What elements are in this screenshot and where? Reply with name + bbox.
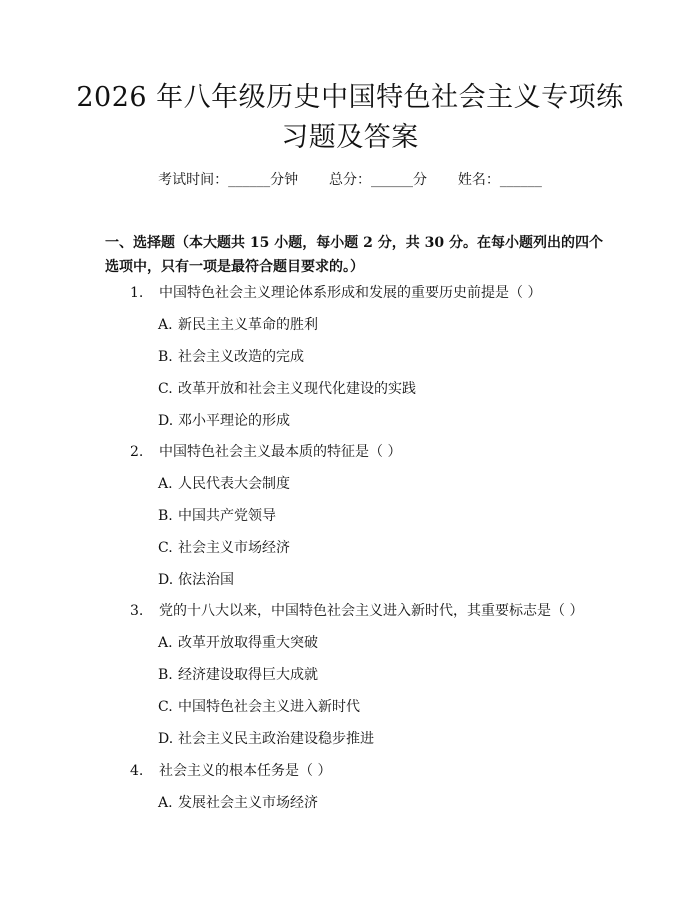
- option-text: 新民主主义革命的胜利: [178, 317, 318, 333]
- option-letter: C.: [158, 699, 173, 715]
- question-number: 3.: [130, 603, 144, 619]
- question-number: 4.: [130, 763, 144, 779]
- option-text: 依法治国: [178, 572, 234, 588]
- question-3-option-d: [158, 728, 374, 748]
- question-number: 2.: [130, 444, 144, 460]
- question-1-option-a: [158, 314, 318, 334]
- question-2-option-b: [158, 505, 276, 525]
- time-label: 考试时间：: [158, 172, 229, 188]
- option-text: 社会主义改造的完成: [178, 349, 304, 365]
- time-blank: ______: [228, 172, 271, 188]
- exam-info-line: [0, 169, 700, 189]
- option-text: 发展社会主义市场经济: [178, 795, 318, 811]
- title-line-1: 2026 年八年级历史中国特色社会主义专项练: [76, 82, 624, 113]
- option-letter: B.: [158, 508, 173, 524]
- option-text: 中国共产党领导: [178, 508, 276, 524]
- score-label: 总分：: [329, 172, 371, 188]
- option-letter: D.: [158, 731, 174, 747]
- question-text: 社会主义的根本任务是（ ）: [159, 763, 332, 779]
- document-title: [60, 78, 640, 158]
- option-text: 社会主义民主政治建设稳步推进: [178, 731, 374, 747]
- question-1-option-d: [158, 410, 290, 430]
- title-line-2: 习题及答案: [281, 122, 419, 153]
- option-text: 社会主义市场经济: [178, 540, 290, 556]
- option-letter: D.: [158, 572, 174, 588]
- question-text: 党的十八大以来，中国特色社会主义进入新时代，其重要标志是（ ）: [159, 603, 584, 619]
- option-letter: A.: [158, 476, 173, 492]
- option-letter: A.: [158, 317, 173, 333]
- option-text: 改革开放取得重大突破: [178, 635, 318, 651]
- question-1: [130, 282, 541, 302]
- option-letter: B.: [158, 349, 173, 365]
- option-text: 经济建设取得巨大成就: [178, 667, 318, 683]
- question-2: [130, 441, 401, 461]
- option-letter: B.: [158, 667, 173, 683]
- name-blank: ______: [499, 172, 542, 188]
- option-text: 中国特色社会主义进入新时代: [178, 699, 360, 715]
- option-letter: C.: [158, 381, 173, 397]
- option-text: 改革开放和社会主义现代化建设的实践: [178, 381, 416, 397]
- question-3-option-a: [158, 632, 318, 652]
- section-heading: 一、选择题（本大题共 15 小题，每小题 2 分，共 30 分。在每小题列出的四个选项中，只有一项是最符合题目要求的。）: [105, 235, 603, 275]
- option-letter: A.: [158, 635, 173, 651]
- option-text: 邓小平理论的形成: [178, 413, 290, 429]
- question-3-option-b: [158, 664, 318, 684]
- option-letter: A.: [158, 795, 173, 811]
- question-3: [130, 600, 583, 620]
- question-2-option-a: [158, 473, 290, 493]
- question-3-option-c: [158, 696, 360, 716]
- time-unit: 分钟: [270, 172, 299, 188]
- score-unit: 分: [413, 172, 427, 188]
- question-text: 中国特色社会主义最本质的特征是（ ）: [159, 444, 402, 460]
- question-1-option-c: [158, 378, 416, 398]
- score-blank: ______: [371, 172, 413, 188]
- question-text: 中国特色社会主义理论体系形成和发展的重要历史前提是（ ）: [159, 285, 542, 301]
- option-letter: D.: [158, 413, 174, 429]
- question-1-option-b: [158, 346, 304, 366]
- question-4: [130, 760, 331, 780]
- option-text: 人民代表大会制度: [178, 476, 290, 492]
- name-label: 姓名：: [457, 172, 500, 188]
- question-4-option-a: [158, 792, 318, 812]
- question-number: 1.: [130, 285, 144, 301]
- option-letter: C.: [158, 540, 173, 556]
- question-2-option-d: [158, 569, 234, 589]
- question-2-option-c: [158, 537, 290, 557]
